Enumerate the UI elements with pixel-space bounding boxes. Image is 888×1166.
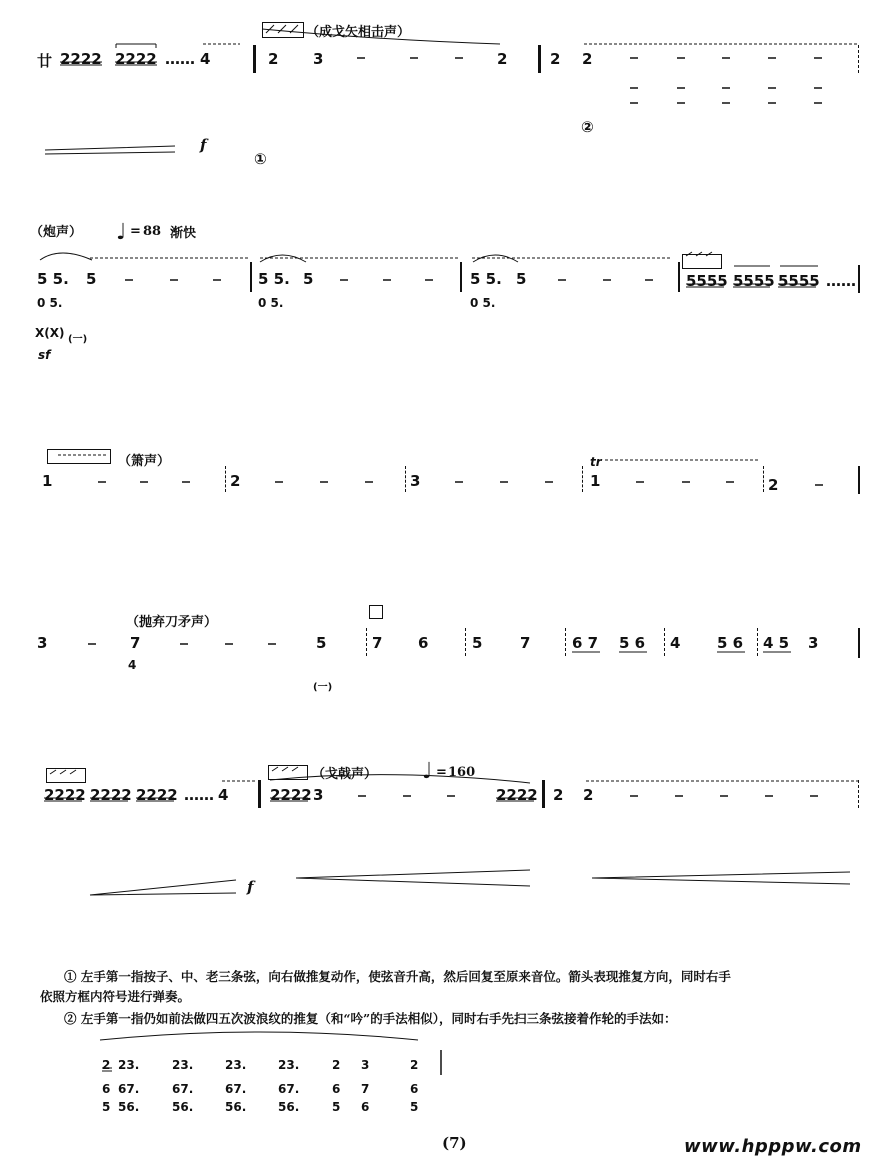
ellipsis: …… <box>826 272 856 290</box>
footnote-mark: ② <box>581 118 594 136</box>
note-group: 5 5. <box>258 270 290 288</box>
note: 5 <box>86 270 97 288</box>
ellipsis: …… <box>184 786 214 804</box>
note-group: 5555 <box>686 272 728 290</box>
note-group: 4 5 <box>763 634 790 652</box>
note: 1 <box>590 472 601 490</box>
note: 4 <box>128 658 137 672</box>
note-group: 2222 <box>270 786 312 804</box>
paren-mark: (一) <box>68 334 88 345</box>
example-note: 67. <box>225 1082 247 1096</box>
note: 2 <box>582 50 593 68</box>
tempo-eq: = <box>130 224 141 239</box>
footnote-1-line-a: ① 左手第一指按子、中、老三条弦，向右做推复动作，使弦音升高，然后回复至原来音位。箭头表现推复方向，同时右手 <box>64 969 731 984</box>
note: 5 <box>316 634 327 652</box>
example-note: 7 <box>361 1082 370 1096</box>
note: 5 <box>516 270 527 288</box>
note: 2 <box>768 476 779 494</box>
note-group: 0 5. <box>258 296 284 310</box>
note: 2 <box>553 786 564 804</box>
example-note: 56. <box>225 1100 247 1114</box>
note-group: 6 7 <box>572 634 599 652</box>
example-note: 6 <box>410 1082 419 1096</box>
note: 4 <box>218 786 229 804</box>
note-group: 0 5. <box>470 296 496 310</box>
dynamic-mark: f <box>247 878 254 896</box>
note-group: 2222 <box>44 786 86 804</box>
example-note: 23. <box>118 1058 140 1072</box>
note: 5 <box>303 270 314 288</box>
note-group: 0 5. <box>37 296 63 310</box>
example-note: 56. <box>172 1100 194 1114</box>
note-group: 2222 <box>136 786 178 804</box>
note-group: 5 6 <box>619 634 646 652</box>
effect-label: （戈戟声） <box>312 767 378 782</box>
example-note: 23. <box>278 1058 300 1072</box>
example-note: 67. <box>278 1082 300 1096</box>
watermark-site: www.hpppw.com <box>684 1136 862 1157</box>
note: 2 <box>230 472 241 490</box>
note: 3 <box>808 634 819 652</box>
example-note: 23. <box>172 1058 194 1072</box>
quarter-note-icon: ♩ <box>116 220 127 245</box>
footnote-mark: ① <box>254 150 267 168</box>
effect-label: （箫声） <box>118 454 171 469</box>
example-note: 5 <box>102 1100 111 1114</box>
note-group: 5555 <box>778 272 820 290</box>
note-group: 2222 <box>115 50 157 68</box>
note: 2 <box>268 50 279 68</box>
tempo-value: 160 <box>448 765 476 780</box>
note: 2 <box>550 50 561 68</box>
note: 5 <box>472 634 483 652</box>
note: 6 <box>418 634 429 652</box>
note-group: 2222 <box>90 786 132 804</box>
page-number: (7) <box>442 1134 467 1152</box>
tempo-value: 88 <box>143 224 162 239</box>
example-note: 5 <box>332 1100 341 1114</box>
quarter-note-icon: ♩ <box>422 759 433 784</box>
note: 3 <box>37 634 48 652</box>
example-note: 3 <box>361 1058 370 1072</box>
note: 3 <box>313 50 324 68</box>
example-note: 67. <box>172 1082 194 1096</box>
note: 7 <box>520 634 531 652</box>
note: 4 <box>670 634 681 652</box>
prefix-mark: 廿 <box>37 52 53 70</box>
effect-label: （抛弃刀矛声） <box>126 615 218 630</box>
note-group: 5555 <box>733 272 775 290</box>
note: 1 <box>42 472 53 490</box>
note: 2 <box>497 50 508 68</box>
example-note: 67. <box>118 1082 140 1096</box>
example-note: 2 <box>332 1058 341 1072</box>
example-note: 2 <box>410 1058 419 1072</box>
note: 4 <box>200 50 211 68</box>
paren-mark: (一) <box>313 682 333 693</box>
note: 7 <box>372 634 383 652</box>
example-note: 6 <box>102 1082 111 1096</box>
example-note: 23. <box>225 1058 247 1072</box>
effect-label: （成戈矢相击声） <box>306 25 411 40</box>
tempo-eq: = <box>436 765 447 780</box>
note-group: 5 6 <box>717 634 744 652</box>
example-note: 56. <box>118 1100 140 1114</box>
note-group: 2222 <box>496 786 538 804</box>
example-note: 2 <box>102 1058 111 1072</box>
note-group: 5 5. <box>37 270 69 288</box>
note: 3 <box>410 472 421 490</box>
footnote-2: ② 左手第一指仍如前法做四五次波浪纹的推复（和“吟”的手法相似），同时右手先扫三条弦接着作轮的手法如： <box>64 1011 677 1026</box>
note-group: 2222 <box>60 50 102 68</box>
example-note: 56. <box>278 1100 300 1114</box>
note: 2 <box>583 786 594 804</box>
dynamic-mark: f <box>200 136 207 154</box>
example-note: 6 <box>332 1082 341 1096</box>
note: 3 <box>313 786 324 804</box>
trill-mark: tr <box>590 455 602 469</box>
note: 7 <box>130 634 141 652</box>
footnote-1-line-b: 依照方框内符号进行弹奏。 <box>40 989 191 1004</box>
example-note: 6 <box>361 1100 370 1114</box>
tempo-word: 渐快 <box>170 226 197 241</box>
note-group: 5 5. <box>470 270 502 288</box>
dynamic-mark: sf <box>38 348 51 362</box>
ellipsis: …… <box>165 50 195 68</box>
effect-label: （炮声） <box>30 225 83 240</box>
example-note: 5 <box>410 1100 419 1114</box>
percussion-x: X(X) <box>35 326 65 340</box>
